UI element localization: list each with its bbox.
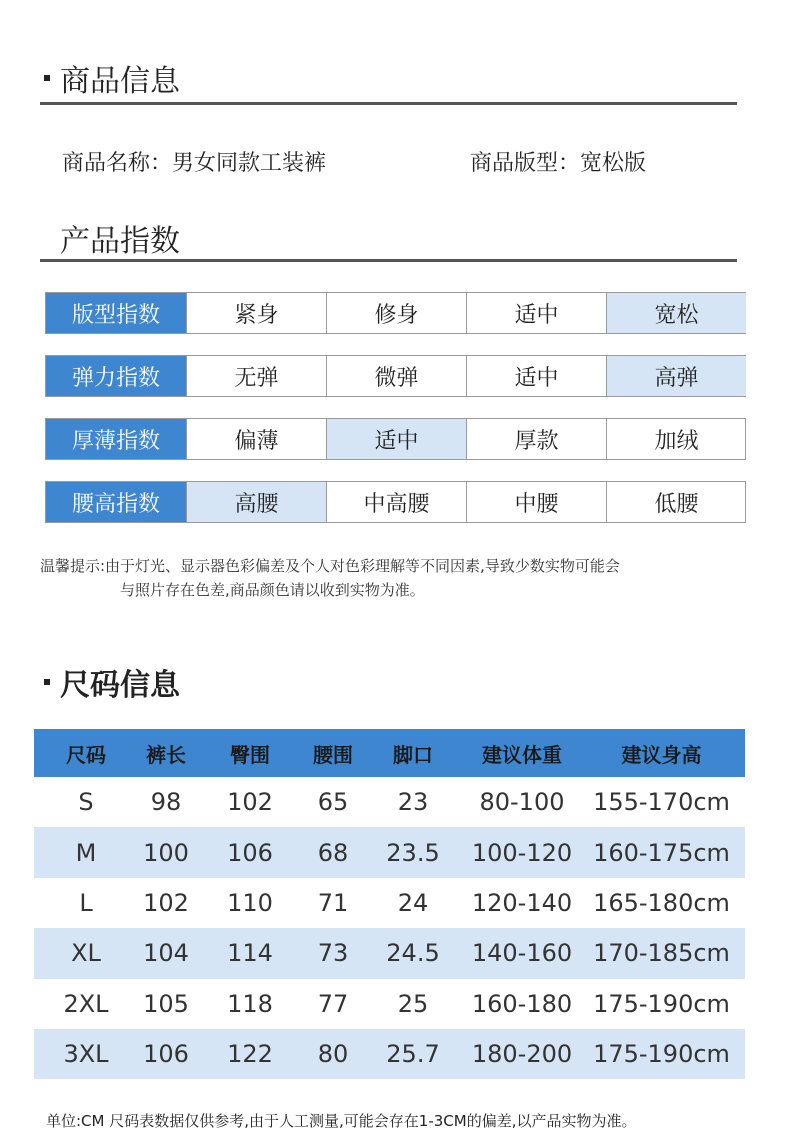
index-option-selected: 宽松 — [606, 293, 746, 333]
table-cell: 23 — [397, 788, 429, 817]
table-cell: S — [78, 788, 94, 817]
tip-line-2: 与照片存在色差,商品颜色请以收到实物为准。 — [120, 581, 425, 599]
index-row-label: 版型指数 — [46, 293, 186, 333]
table-cell: 118 — [227, 989, 273, 1018]
color-tip — [40, 554, 760, 602]
table-cell: 68 — [317, 838, 349, 867]
table-cell: 25.7 — [386, 1040, 440, 1069]
product-info-title — [44, 56, 180, 100]
table-row — [34, 1029, 745, 1079]
table-cell: 71 — [317, 888, 349, 917]
table-cell: 110 — [227, 888, 273, 917]
size-header-cell: 裤长 — [146, 742, 186, 767]
index-option-selected: 适中 — [326, 419, 466, 459]
table-cell: 170-185cm — [593, 939, 730, 968]
product-index-title-text: 产品指数 — [60, 224, 180, 259]
product-name: 商品名称：男女同款工装裤 — [62, 151, 327, 176]
index-option: 紧身 — [186, 293, 326, 333]
size-info-title — [44, 660, 180, 704]
table-cell: 122 — [227, 1040, 273, 1069]
table-cell: 80 — [317, 1040, 349, 1069]
table-cell: XL — [71, 939, 101, 968]
table-cell: 24.5 — [386, 939, 440, 968]
table-cell: 98 — [150, 788, 182, 817]
size-table-header — [34, 729, 745, 777]
size-info-title-text: 尺码信息 — [60, 668, 180, 703]
index-row — [45, 292, 746, 334]
index-option: 适中 — [466, 356, 606, 396]
table-cell: 80-100 — [479, 788, 565, 817]
table-row — [34, 777, 745, 827]
product-index-title — [60, 216, 180, 260]
table-cell: 120-140 — [471, 888, 573, 917]
table-cell: 100 — [143, 838, 189, 867]
index-option: 低腰 — [606, 482, 746, 522]
table-cell: 104 — [143, 939, 189, 968]
index-option: 中高腰 — [326, 482, 466, 522]
table-cell: 25 — [397, 989, 429, 1018]
index-row-label: 厚薄指数 — [46, 419, 186, 459]
bullet-icon — [44, 679, 50, 685]
table-row — [34, 827, 745, 877]
size-note: 单位:CM 尺码表数据仅供参考,由于人工测量,可能会存在1-3CM的偏差,以产品实物为准。 — [46, 1112, 637, 1130]
index-option: 适中 — [466, 293, 606, 333]
table-cell: 100-120 — [471, 838, 573, 867]
table-row — [34, 928, 745, 978]
table-cell: 65 — [317, 788, 349, 817]
index-option: 修身 — [326, 293, 466, 333]
table-cell: 77 — [317, 989, 349, 1018]
index-option: 微弹 — [326, 356, 466, 396]
size-table-body — [34, 777, 745, 1079]
size-header-cell: 建议体重 — [482, 742, 562, 767]
table-cell: 140-160 — [471, 939, 573, 968]
size-header-cell: 尺码 — [66, 742, 106, 767]
index-option: 无弹 — [186, 356, 326, 396]
index-option: 偏薄 — [186, 419, 326, 459]
table-cell: 24 — [397, 888, 429, 917]
table-cell: 180-200 — [471, 1040, 573, 1069]
index-option-selected: 高腰 — [186, 482, 326, 522]
table-row — [34, 979, 745, 1029]
product-fit: 商品版型：宽松版 — [470, 151, 647, 176]
table-cell: 105 — [143, 989, 189, 1018]
table-cell: 102 — [143, 888, 189, 917]
index-row — [45, 355, 746, 397]
index-row-label: 弹力指数 — [46, 356, 186, 396]
index-option-selected: 高弹 — [606, 356, 746, 396]
index-row — [45, 481, 746, 523]
index-option: 厚款 — [466, 419, 606, 459]
table-cell: 2XL — [63, 989, 109, 1018]
table-cell: L — [79, 888, 93, 917]
product-index-divider — [40, 259, 737, 262]
table-cell: 175-190cm — [593, 989, 730, 1018]
table-cell: 114 — [227, 939, 273, 968]
size-table — [34, 729, 745, 1079]
table-cell: 155-170cm — [593, 788, 730, 817]
table-cell: 175-190cm — [593, 1040, 730, 1069]
size-header-cell: 臀围 — [230, 742, 270, 767]
index-row-label: 腰高指数 — [46, 482, 186, 522]
size-header-cell: 腰围 — [313, 742, 353, 767]
index-option: 中腰 — [466, 482, 606, 522]
table-cell: M — [75, 838, 97, 867]
table-cell: 73 — [317, 939, 349, 968]
size-header-cell: 脚口 — [393, 742, 433, 767]
table-cell: 160-180 — [471, 989, 573, 1018]
table-cell: 3XL — [63, 1040, 109, 1069]
table-cell: 160-175cm — [593, 838, 730, 867]
table-cell: 102 — [227, 788, 273, 817]
index-option: 加绒 — [606, 419, 746, 459]
table-cell: 165-180cm — [593, 888, 730, 917]
table-cell: 106 — [143, 1040, 189, 1069]
table-row — [34, 878, 745, 928]
index-row — [45, 418, 746, 460]
tip-line-1: 温馨提示:由于灯光、显示器色彩偏差及个人对色彩理解等不同因素,导致少数实物可能会 — [40, 557, 620, 575]
table-cell: 106 — [227, 838, 273, 867]
size-header-cell: 建议身高 — [621, 742, 702, 767]
bullet-icon — [44, 75, 50, 81]
product-info-divider — [40, 102, 737, 105]
product-info-title-text: 商品信息 — [60, 64, 180, 99]
table-cell: 23.5 — [386, 838, 440, 867]
